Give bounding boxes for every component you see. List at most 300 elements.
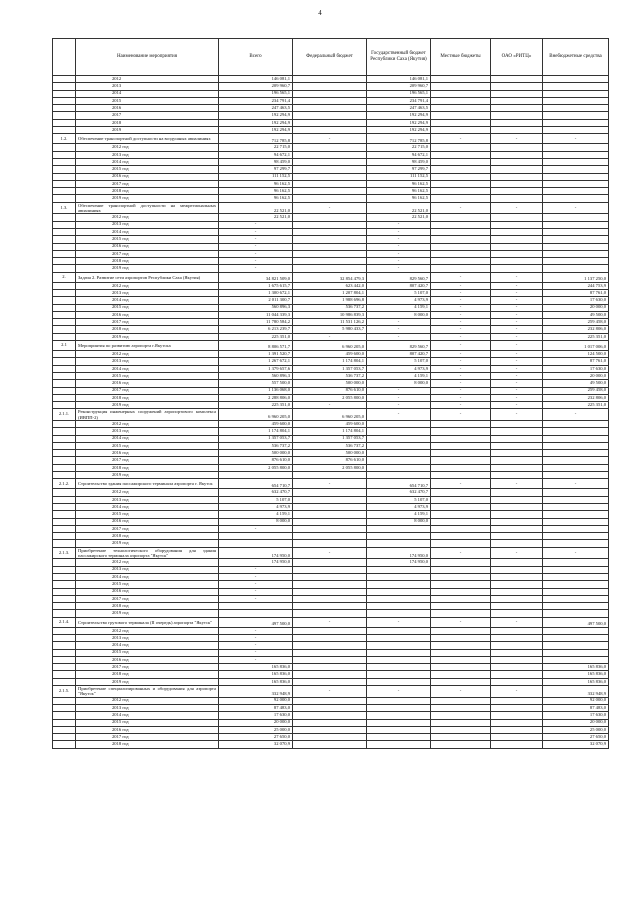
cell-republic: 96 162,5	[367, 188, 431, 195]
cell-total: 876 610,0	[219, 457, 293, 464]
cell-federal: 11 531 126,2	[293, 319, 367, 326]
cell-total: 96 162,5	[219, 188, 293, 195]
cell-local	[431, 566, 491, 573]
cell-code	[53, 214, 76, 221]
cell-total: -	[219, 250, 293, 257]
cell-total: -	[219, 595, 293, 602]
table-row-year	[53, 595, 609, 602]
cell-total: 560 896,3	[219, 372, 293, 379]
cell-local: -	[431, 380, 491, 387]
cell-federal	[293, 250, 367, 257]
cell-federal: -	[293, 547, 367, 559]
cell-local	[431, 581, 491, 588]
table-row-measure	[53, 547, 609, 559]
table-row-year	[53, 704, 609, 711]
col-company: ОАО «РИТЦ»	[491, 39, 543, 76]
cell-republic: 97 299,7	[367, 166, 431, 173]
cell-extrabudget: 232 806,0	[543, 326, 609, 333]
cell-total: 17 630,0	[219, 712, 293, 719]
table-row-year	[53, 304, 609, 311]
cell-local	[431, 166, 491, 173]
cell-name: 2013 год	[76, 358, 219, 365]
cell-name: 2013 год	[76, 704, 219, 711]
cell-republic: -	[367, 250, 431, 257]
cell-local	[431, 734, 491, 741]
cell-company	[491, 428, 543, 435]
table-row-year	[53, 678, 609, 685]
cell-total: -	[219, 525, 293, 532]
cell-extrabudget: 17 630,0	[543, 297, 609, 304]
cell-total: -	[219, 265, 293, 272]
cell-extrabudget: 1 017 006,0	[543, 341, 609, 351]
col-republic: Государственный бюджет Республики Саха (Якутия)	[367, 39, 431, 76]
cell-local	[431, 627, 491, 634]
cell-republic	[367, 603, 431, 610]
cell-code	[53, 634, 76, 641]
table-row-year	[53, 221, 609, 228]
cell-code	[53, 265, 76, 272]
cell-code: 2.1.3.	[53, 547, 76, 559]
cell-code	[53, 642, 76, 649]
cell-extrabudget	[543, 540, 609, 547]
cell-company	[491, 518, 543, 525]
cell-republic: 4 973,9	[367, 503, 431, 510]
cell-total: 557 500,0	[219, 380, 293, 387]
table-row-year	[53, 236, 609, 243]
cell-local: -	[431, 282, 491, 289]
cell-local: -	[431, 341, 491, 351]
cell-extrabudget: 32 070,9	[543, 741, 609, 748]
cell-republic	[367, 525, 431, 532]
cell-name: 2014 год	[76, 712, 219, 719]
cell-federal	[293, 166, 367, 173]
cell-company: -	[491, 402, 543, 409]
cell-local	[431, 151, 491, 158]
cell-total: 25 000,0	[219, 726, 293, 733]
cell-company	[491, 566, 543, 573]
cell-company: -	[491, 341, 543, 351]
cell-code	[53, 387, 76, 394]
cell-code	[53, 533, 76, 540]
table-row-year	[53, 442, 609, 449]
cell-extrabudget: 25 000,0	[543, 726, 609, 733]
cell-extrabudget	[543, 83, 609, 90]
table-row-year	[53, 511, 609, 518]
cell-total: 174 950,0	[219, 547, 293, 559]
cell-extrabudget	[543, 195, 609, 202]
table-row-year	[53, 365, 609, 372]
cell-extrabudget: -	[543, 479, 609, 489]
cell-company	[491, 127, 543, 134]
cell-federal: 536 737,2	[293, 304, 367, 311]
cell-name: Обеспечение транспортной доступности на межрегиональных авиалиниях	[76, 202, 219, 214]
cell-republic: -	[367, 326, 431, 333]
cell-extrabudget	[543, 105, 609, 112]
table-row-year	[53, 503, 609, 510]
cell-code	[53, 351, 76, 358]
cell-total: 1 379 657,6	[219, 365, 293, 372]
cell-name: 2014	[76, 90, 219, 97]
cell-extrabudget	[543, 214, 609, 221]
cell-total: 98 459,0	[219, 158, 293, 165]
cell-company	[491, 726, 543, 733]
cell-extrabudget	[543, 158, 609, 165]
cell-extrabudget: -	[543, 134, 609, 144]
table-row-year	[53, 289, 609, 296]
cell-federal	[293, 511, 367, 518]
cell-company: -	[491, 202, 543, 214]
table-row-year	[53, 489, 609, 496]
table-row-year	[53, 581, 609, 588]
cell-republic: 111 152,5	[367, 173, 431, 180]
cell-republic: -	[367, 617, 431, 627]
cell-total	[219, 540, 293, 547]
cell-company	[491, 642, 543, 649]
cell-local	[431, 258, 491, 265]
cell-republic	[367, 741, 431, 748]
cell-code	[53, 656, 76, 663]
cell-federal: 5 980 433,7	[293, 326, 367, 333]
cell-code	[53, 243, 76, 250]
cell-federal	[293, 258, 367, 265]
table-row-year	[53, 214, 609, 221]
cell-company: -	[491, 409, 543, 421]
cell-name: 2014 год	[76, 503, 219, 510]
cell-code	[53, 195, 76, 202]
cell-total: 96 162,5	[219, 180, 293, 187]
cell-total: 234 791,4	[219, 97, 293, 104]
cell-total: -	[219, 566, 293, 573]
cell-local	[431, 719, 491, 726]
cell-company	[491, 525, 543, 532]
cell-republic: 94 672,1	[367, 151, 431, 158]
cell-federal: 459 600,0	[293, 421, 367, 428]
cell-federal	[293, 573, 367, 580]
cell-code	[53, 166, 76, 173]
cell-extrabudget	[543, 188, 609, 195]
cell-federal	[293, 525, 367, 532]
cell-code	[53, 503, 76, 510]
cell-name: 2013 год	[76, 634, 219, 641]
cell-total: 192 294,9	[219, 112, 293, 119]
cell-company: -	[491, 479, 543, 489]
cell-company	[491, 697, 543, 704]
cell-extrabudget	[543, 566, 609, 573]
cell-name: 2013 год	[76, 496, 219, 503]
cell-republic: 192 294,9	[367, 112, 431, 119]
cell-company	[491, 236, 543, 243]
cell-total: 1 675 615,7	[219, 282, 293, 289]
cell-code	[53, 76, 76, 83]
cell-name: 2019 год	[76, 472, 219, 479]
cell-republic: 4 973,9	[367, 297, 431, 304]
cell-local: -	[431, 134, 491, 144]
cell-extrabudget: 165 836,0	[543, 678, 609, 685]
cell-federal	[293, 634, 367, 641]
cell-local	[431, 428, 491, 435]
cell-code	[53, 741, 76, 748]
cell-name: 2017 год	[76, 319, 219, 326]
cell-company	[491, 243, 543, 250]
cell-company: -	[491, 380, 543, 387]
cell-federal	[293, 214, 367, 221]
cell-republic: -	[367, 258, 431, 265]
cell-local: -	[431, 311, 491, 318]
cell-federal	[293, 97, 367, 104]
cell-local	[431, 112, 491, 119]
cell-name: 2015 год	[76, 236, 219, 243]
cell-code	[53, 358, 76, 365]
cell-total: 1 391 520,7	[219, 351, 293, 358]
cell-extrabudget: 87 761,0	[543, 289, 609, 296]
cell-total: -	[219, 642, 293, 649]
cell-federal: 2 055 800,0	[293, 464, 367, 471]
cell-federal	[293, 559, 367, 566]
cell-extrabudget: 232 806,0	[543, 394, 609, 401]
cell-federal	[293, 236, 367, 243]
cell-name: 2016 год	[76, 243, 219, 250]
cell-name: 2019	[76, 127, 219, 134]
cell-federal	[293, 180, 367, 187]
cell-republic: 4 159,1	[367, 511, 431, 518]
cell-total: 225 351,0	[219, 402, 293, 409]
cell-total: -	[219, 258, 293, 265]
cell-code	[53, 289, 76, 296]
cell-federal	[293, 566, 367, 573]
cell-extrabudget	[543, 97, 609, 104]
cell-name: 2012	[76, 76, 219, 83]
cell-total: 34 821 509,0	[219, 272, 293, 282]
cell-code: 2.1.1.	[53, 409, 76, 421]
table-row-year	[53, 573, 609, 580]
cell-extrabudget	[543, 127, 609, 134]
cell-extrabudget	[543, 489, 609, 496]
cell-federal: 500 000,0	[293, 380, 367, 387]
cell-total: -	[219, 221, 293, 228]
cell-name: 2014 год	[76, 158, 219, 165]
table-row-year	[53, 671, 609, 678]
cell-federal	[293, 496, 367, 503]
cell-company	[491, 496, 543, 503]
cell-federal	[293, 533, 367, 540]
cell-extrabudget: 497 500,0	[543, 617, 609, 627]
cell-company	[491, 83, 543, 90]
cell-name: 2015 год	[76, 166, 219, 173]
cell-federal: 459 600,0	[293, 351, 367, 358]
cell-republic: 5 107,0	[367, 496, 431, 503]
cell-local	[431, 741, 491, 748]
cell-total: -	[219, 656, 293, 663]
cell-total: 500 000,0	[219, 450, 293, 457]
cell-name: 2018 год	[76, 741, 219, 748]
table-row-year	[53, 319, 609, 326]
table-row-year	[53, 173, 609, 180]
cell-company	[491, 195, 543, 202]
cell-local: -	[431, 686, 491, 698]
table-row-year	[53, 297, 609, 304]
cell-federal	[293, 151, 367, 158]
cell-code	[53, 97, 76, 104]
cell-extrabudget	[543, 503, 609, 510]
cell-total: 332 948,9	[219, 686, 293, 698]
cell-name: 2014 год	[76, 435, 219, 442]
table-row-year	[53, 464, 609, 471]
cell-local	[431, 540, 491, 547]
cell-extrabudget	[543, 428, 609, 435]
cell-name: 2018 год	[76, 671, 219, 678]
cell-extrabudget: -	[543, 409, 609, 421]
cell-company	[491, 105, 543, 112]
cell-republic: 8 000,0	[367, 311, 431, 318]
cell-name: 2017 год	[76, 664, 219, 671]
cell-federal	[293, 726, 367, 733]
cell-extrabudget	[543, 144, 609, 151]
cell-code	[53, 144, 76, 151]
cell-code	[53, 158, 76, 165]
cell-code	[53, 603, 76, 610]
cell-federal	[293, 119, 367, 126]
cell-extrabudget	[543, 166, 609, 173]
cell-local	[431, 243, 491, 250]
cell-name: Задача 2. Развитие сети аэропортов Республики Саха (Якутия)	[76, 272, 219, 282]
cell-company: -	[491, 311, 543, 318]
cell-republic: 96 162,5	[367, 180, 431, 187]
cell-name: 2012 год	[76, 282, 219, 289]
table-row-year	[53, 358, 609, 365]
col-extrabudget: Внебюджетные средства	[543, 39, 609, 76]
table-row-year	[53, 712, 609, 719]
table-row-year	[53, 127, 609, 134]
table-row-year	[53, 195, 609, 202]
cell-company: -	[491, 547, 543, 559]
cell-name: 2019 год	[76, 333, 219, 340]
cell-local	[431, 83, 491, 90]
cell-federal	[293, 671, 367, 678]
cell-local	[431, 664, 491, 671]
cell-republic	[367, 726, 431, 733]
cell-republic: -	[367, 228, 431, 235]
cell-local	[431, 678, 491, 685]
table-row-year	[53, 649, 609, 656]
cell-extrabudget: 17 630,0	[543, 712, 609, 719]
cell-company	[491, 221, 543, 228]
cell-federal	[293, 105, 367, 112]
cell-company	[491, 214, 543, 221]
cell-federal	[293, 265, 367, 272]
cell-name: 2012 год	[76, 489, 219, 496]
cell-extrabudget	[543, 588, 609, 595]
cell-code	[53, 511, 76, 518]
cell-republic	[367, 472, 431, 479]
cell-extrabudget	[543, 151, 609, 158]
cell-name: Строительство здания пассажирского терминала аэропорта г. Якутск	[76, 479, 219, 489]
cell-name: 2012 год	[76, 351, 219, 358]
cell-company	[491, 90, 543, 97]
table-row-measure	[53, 686, 609, 698]
cell-federal	[293, 642, 367, 649]
cell-extrabudget: 259 458,0	[543, 387, 609, 394]
cell-code	[53, 333, 76, 340]
table-row-year	[53, 387, 609, 394]
cell-company: -	[491, 304, 543, 311]
cell-name: 2018 год	[76, 533, 219, 540]
cell-code	[53, 678, 76, 685]
cell-company	[491, 634, 543, 641]
cell-code	[53, 297, 76, 304]
cell-federal	[293, 697, 367, 704]
cell-federal	[293, 656, 367, 663]
cell-extrabudget: 87 483,0	[543, 704, 609, 711]
cell-extrabudget	[543, 656, 609, 663]
cell-total: 22 521,0	[219, 214, 293, 221]
table-row-year	[53, 372, 609, 379]
cell-company	[491, 559, 543, 566]
cell-total	[219, 603, 293, 610]
cell-code	[53, 464, 76, 471]
cell-total: 225 351,0	[219, 333, 293, 340]
cell-republic: -	[367, 686, 431, 698]
cell-company: -	[491, 134, 543, 144]
cell-code	[53, 151, 76, 158]
cell-code: 2.1.5.	[53, 686, 76, 698]
cell-local	[431, 525, 491, 532]
cell-extrabudget: 124 500,0	[543, 351, 609, 358]
cell-code: 2.	[53, 272, 76, 282]
cell-code	[53, 457, 76, 464]
cell-total: 146 081,1	[219, 76, 293, 83]
cell-extrabudget	[543, 221, 609, 228]
cell-code: 2.1.2.	[53, 479, 76, 489]
cell-local	[431, 518, 491, 525]
cell-federal	[293, 664, 367, 671]
cell-federal	[293, 719, 367, 726]
cell-federal	[293, 243, 367, 250]
cell-republic	[367, 656, 431, 663]
cell-name: 2016 год	[76, 656, 219, 663]
cell-republic	[367, 581, 431, 588]
cell-extrabudget	[543, 457, 609, 464]
cell-name: 2013 год	[76, 428, 219, 435]
cell-code	[53, 664, 76, 671]
cell-company	[491, 180, 543, 187]
cell-company	[491, 76, 543, 83]
cell-total: 20 000,0	[219, 719, 293, 726]
cell-company	[491, 457, 543, 464]
cell-name: 2012 год	[76, 214, 219, 221]
cell-republic: 174 950,0	[367, 547, 431, 559]
cell-federal	[293, 649, 367, 656]
cell-republic	[367, 627, 431, 634]
cell-code	[53, 595, 76, 602]
cell-total: 8 000,0	[219, 518, 293, 525]
table-row-year	[53, 97, 609, 104]
cell-company	[491, 450, 543, 457]
cell-total: 712 785,8	[219, 134, 293, 144]
cell-republic: 196 565,1	[367, 90, 431, 97]
cell-code	[53, 435, 76, 442]
cell-republic	[367, 450, 431, 457]
cell-federal	[293, 144, 367, 151]
cell-company	[491, 435, 543, 442]
cell-total	[219, 533, 293, 540]
cell-extrabudget: 332 948,9	[543, 686, 609, 698]
cell-local	[431, 457, 491, 464]
cell-federal: 1 174 804,1	[293, 428, 367, 435]
table-body	[53, 76, 609, 749]
cell-name: 2015 год	[76, 581, 219, 588]
cell-company: -	[491, 365, 543, 372]
cell-company: -	[491, 319, 543, 326]
